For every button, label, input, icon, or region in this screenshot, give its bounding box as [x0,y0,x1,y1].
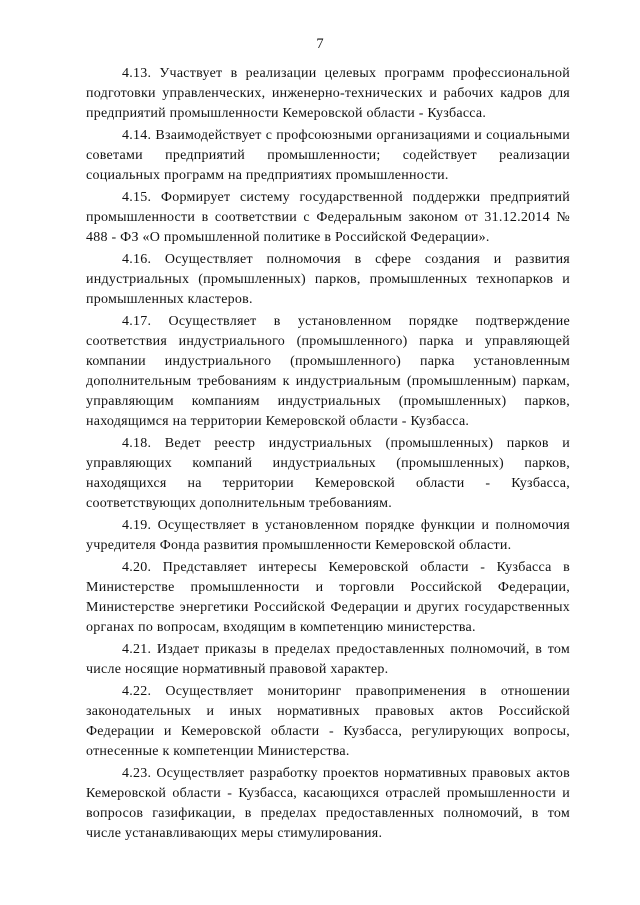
paragraph-4-15: 4.15. Формирует систему государственной поддержки предприятий промышленности в соответствии с Федеральным законом от 31.12.2014 № 488 - ФЗ «О промышленной политике в Российской Федерации». [86,190,570,245]
paragraph-4-16: 4.16. Осуществляет полномочия в сфере создания и развития индустриальных (промышленных) парков, промышленных технопарков и промышленных кластеров. [86,252,570,307]
paragraph-4-13: 4.13. Участвует в реализации целевых программ профессиональной подготовки управленческих, инженерно-технических и рабочих кадров для предприятий промышленности Кемеровской области - Кузбасса. [86,66,570,121]
paragraph-4-23: 4.23. Осуществляет разработку проектов нормативных правовых актов Кемеровской области - Кузбасса, касающихся отраслей промышленности и вопросов газификации, в пределах предоставленных полномочий, в том числе устанавливающих меры стимулирования. [86,765,570,841]
paragraph-4-22: 4.22. Осуществляет мониторинг правоприменения в отношении законодательных и иных нормативных правовых актов Российской Федерации и Кемеровской области - Кузбасса, регулирующих вопросы, отнесенные к компетенции Министерства. [86,683,570,759]
paragraph-4-14: 4.14. Взаимодействует с профсоюзными организациями и социальными советами предприятий промышленности; содействует реализации социальных программ на предприятиях промышленности. [86,128,570,183]
paragraph-4-20: 4.20. Представляет интересы Кемеровской области - Кузбасса в Министерстве промышленности и торговли Российской Федерации, Министерстве энергетики Российской Федерации и других государственных органах по вопросам, входящим в компетенцию министерства. [86,559,570,635]
paragraph-4-17: 4.17. Осуществляет в установленном порядке подтверждение соответствия индустриального (промышленного) парка и управляющей компании индустриального (промышленного) парка установленным дополнительным требованиям к индустриальным (промышленным) паркам, управляющим компаниям индустриальных (промышленных) парков, находящимся на территории Кемеровской области - Кузбасса. [86,314,570,429]
paragraph-4-19: 4.19. Осуществляет в установленном порядке функции и полномочия учредителя Фонда развития промышленности Кемеровской области. [86,517,570,553]
paragraph-4-21: 4.21. Издает приказы в пределах предоставленных полномочий, в том числе носящие нормативный правовой характер. [86,641,570,677]
page-number: 7 [316,36,324,52]
paragraph-4-18: 4.18. Ведет реестр индустриальных (промышленных) парков и управляющих компаний индустриальных (промышленных) парков, находящихся на территории Кемеровской области - Кузбасса, соответствующих дополнительным требованиям. [86,435,570,511]
document-body [86,64,570,846]
